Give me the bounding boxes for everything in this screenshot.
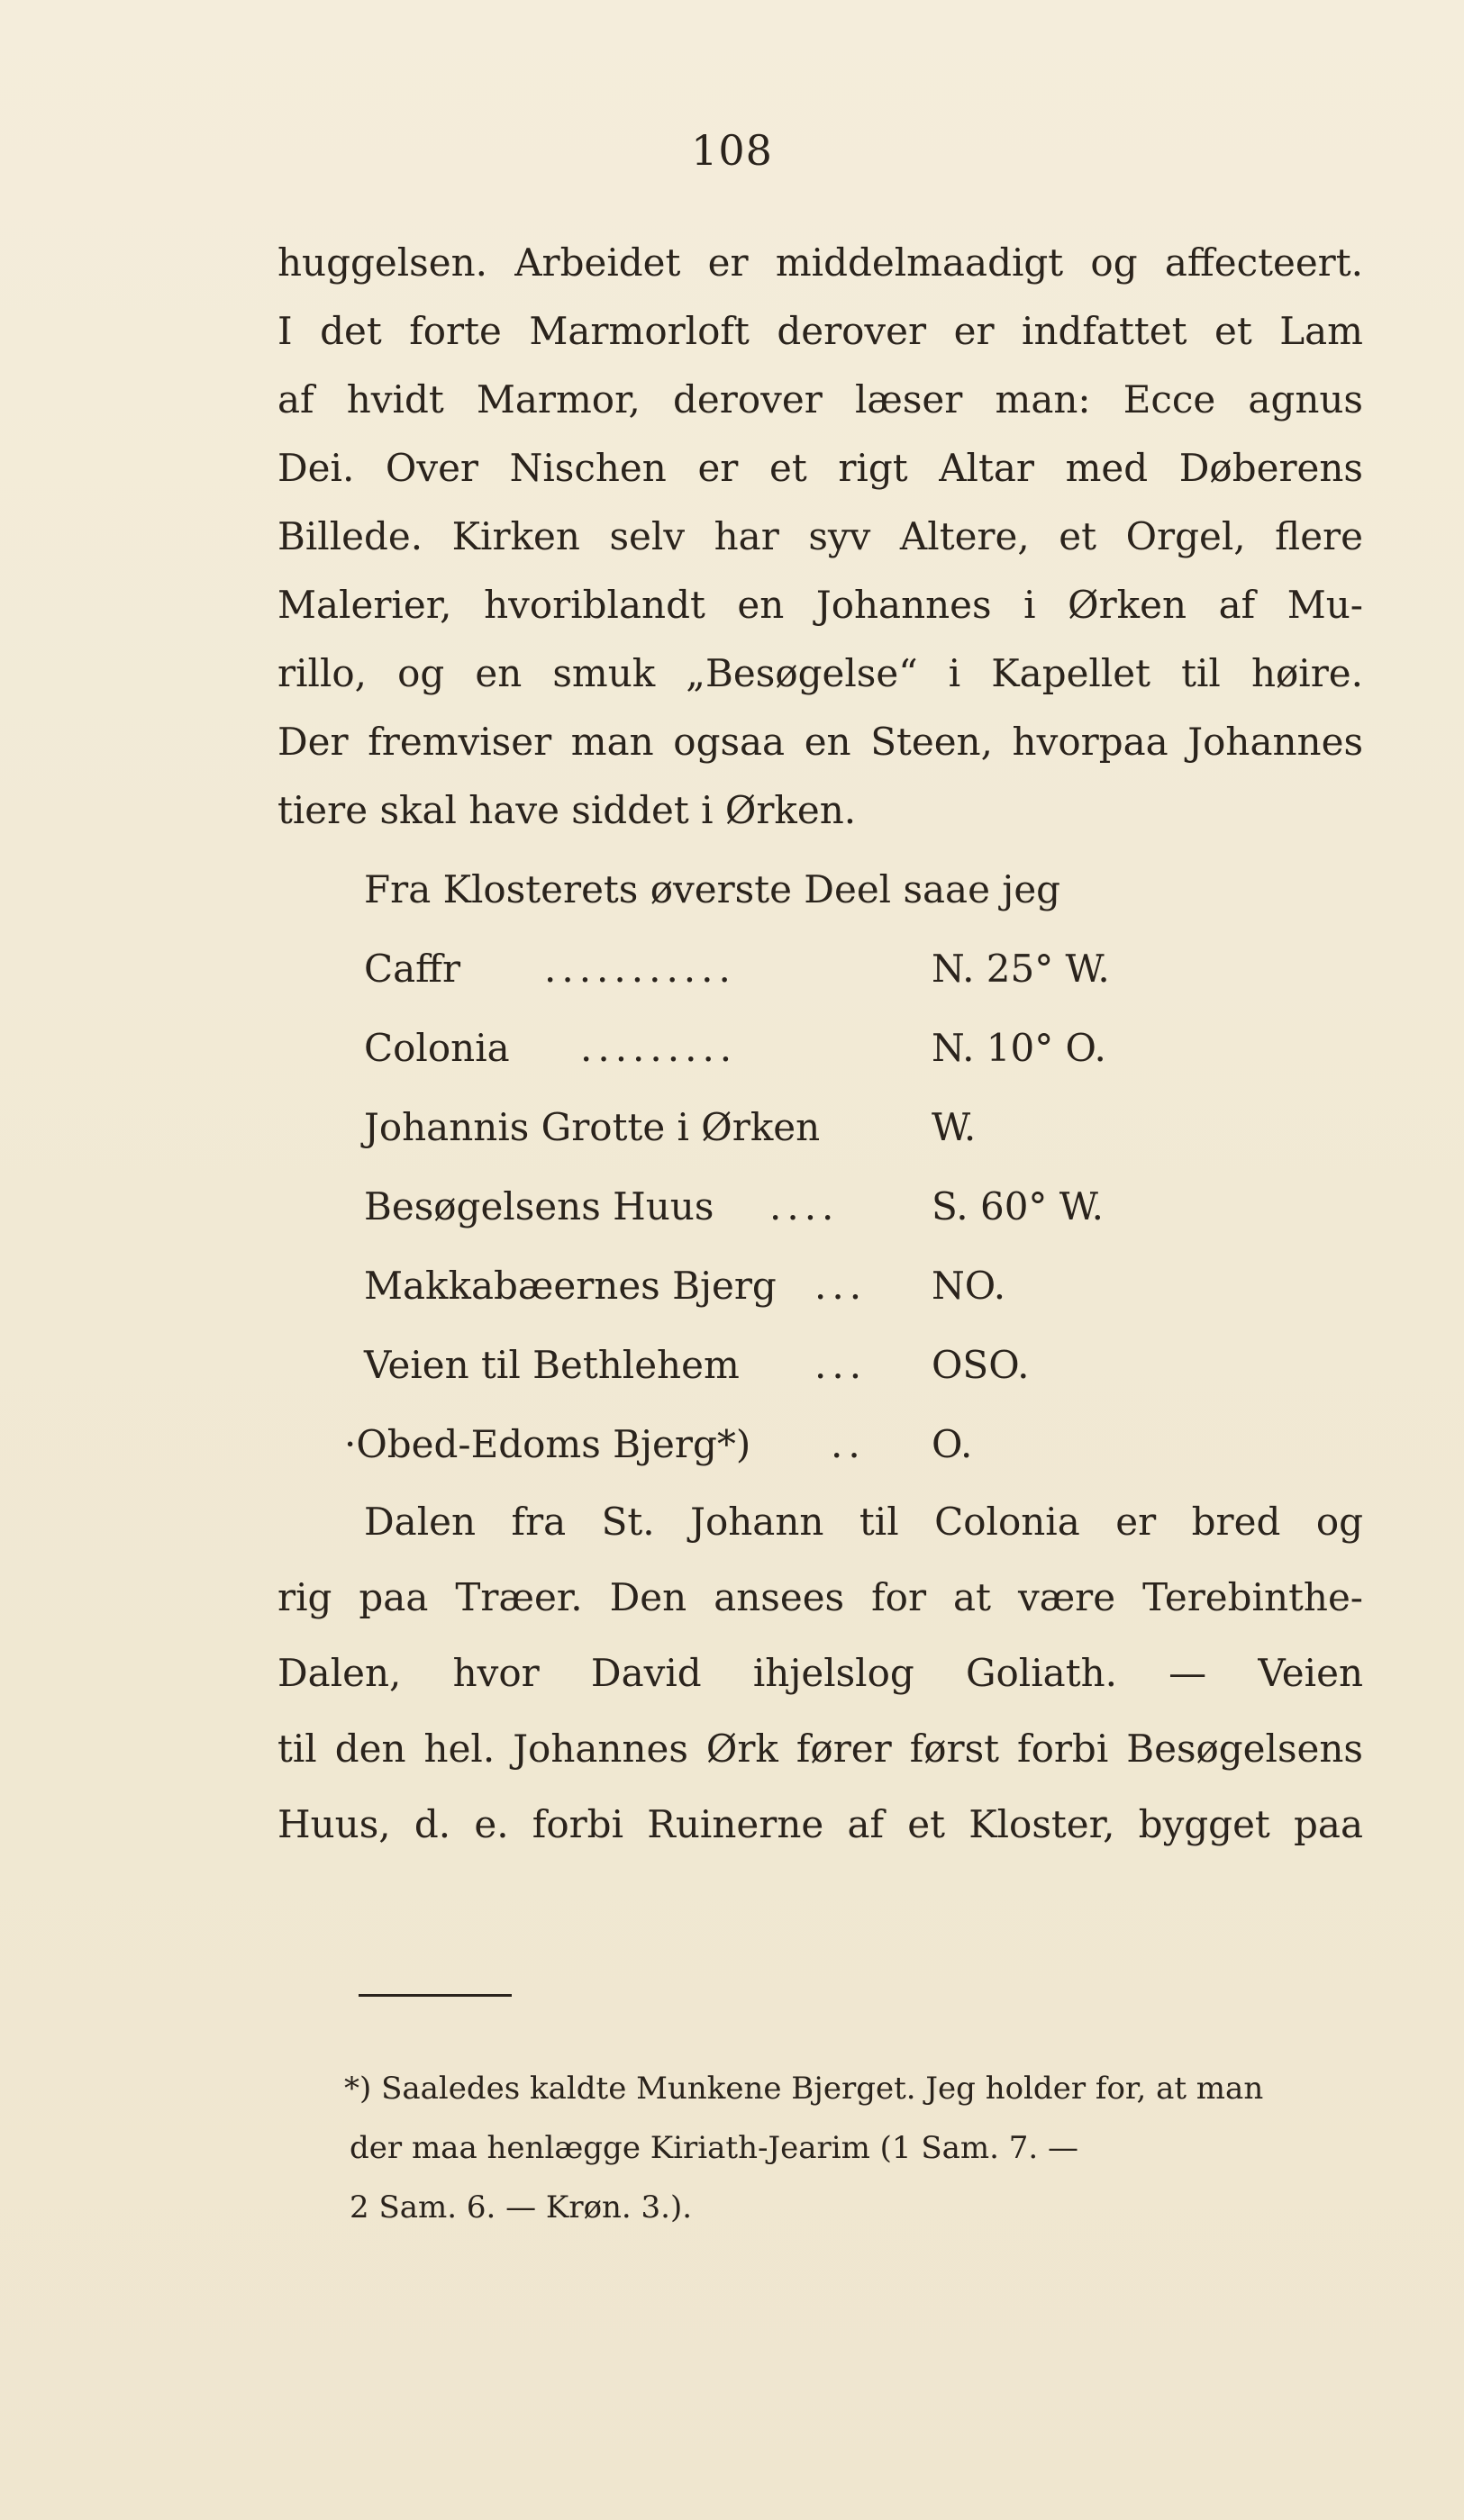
body-line: Dalen, hvor David ihjelslog Goliath. — Veien <box>277 1651 1363 1695</box>
bearing-row <box>344 1418 1209 1472</box>
bearing-direction: OSO. <box>932 1343 1030 1387</box>
bearing-place: ·Obed-Edoms Bjerg*) <box>344 1422 751 1466</box>
body-line: rillo, og en smuk „Besøgelse“ i Kapellet til høire. <box>277 651 1363 695</box>
footnote-rule <box>359 1994 512 1997</box>
body-line: tiere skal have siddet i Ørken. <box>277 788 857 832</box>
page-number: 108 <box>691 126 773 175</box>
footnote-line: *) Saaledes kaldte Munkene Bjerget. Jeg holder for, at man <box>344 2071 1264 2107</box>
body-line: Dei. Over Nischen er et rigt Altar med Døberens <box>277 446 1363 490</box>
body-line: Billede. Kirken selv har syv Altere, et Orgel, flere <box>277 514 1363 558</box>
body-line: Huus, d. e. forbi Ruinerne af et Kloster, bygget paa <box>277 1802 1363 1846</box>
body-line: huggelsen. Arbeidet er middelmaadigt og affecteert. <box>277 240 1363 285</box>
dot-leader: ... <box>814 1264 868 1308</box>
dot-leader: ... <box>814 1343 868 1387</box>
body-line: rig paa Træer. Den ansees for at være Terebinthe- <box>277 1575 1363 1619</box>
bearing-place: Johannis Grotte i Ørken <box>364 1105 821 1149</box>
dot-leader: .... <box>769 1184 840 1228</box>
body-line: til den hel. Johannes Ørk fører først forbi Besøgelsens <box>277 1727 1363 1771</box>
bearing-place: Makkabæernes Bjerg <box>364 1264 777 1308</box>
bearing-place: Colonia <box>364 1026 510 1070</box>
bearing-place: Caffr <box>364 947 461 991</box>
bearing-direction: N. 25° W. <box>932 947 1110 991</box>
bearing-direction: O. <box>932 1422 973 1466</box>
dot-leader: ........... <box>544 947 736 991</box>
bearing-row <box>364 942 1229 996</box>
bearing-direction: W. <box>932 1105 977 1149</box>
body-line: Malerier, hvoriblandt en Johannes i Ørken af Mu- <box>277 583 1363 627</box>
body-line: af hvidt Marmor, derover læser man: Ecce agnus <box>277 377 1363 422</box>
bearing-row <box>364 1259 1229 1313</box>
footnote-line: der maa henlægge Kiriath-Jearim (1 Sam. 7. — <box>350 2130 1079 2166</box>
dot-leader: .. <box>831 1422 866 1466</box>
bearing-row <box>364 1101 1229 1155</box>
dot-leader: ......... <box>580 1026 738 1070</box>
bearing-row <box>364 1338 1229 1392</box>
bearing-direction: NO. <box>932 1264 1006 1308</box>
body-line: Der fremviser man ogsaa en Steen, hvorpaa Johannes <box>277 720 1363 764</box>
bearing-row <box>364 1180 1229 1234</box>
body-line: Dalen fra St. Johann til Colonia er bred og <box>364 1500 1363 1544</box>
bearing-row <box>364 1021 1229 1075</box>
body-line: Fra Klosterets øverste Deel saae jeg <box>364 867 1061 911</box>
bearing-direction: N. 10° O. <box>932 1026 1106 1070</box>
bearing-place: Veien til Bethlehem <box>364 1343 740 1387</box>
bearing-direction: S. 60° W. <box>932 1184 1104 1228</box>
footnote-line: 2 Sam. 6. — Krøn. 3.). <box>350 2189 693 2225</box>
bearing-place: Besøgelsens Huus <box>364 1184 714 1228</box>
body-line: I det forte Marmorloft derover er indfattet et Lam <box>277 309 1363 353</box>
